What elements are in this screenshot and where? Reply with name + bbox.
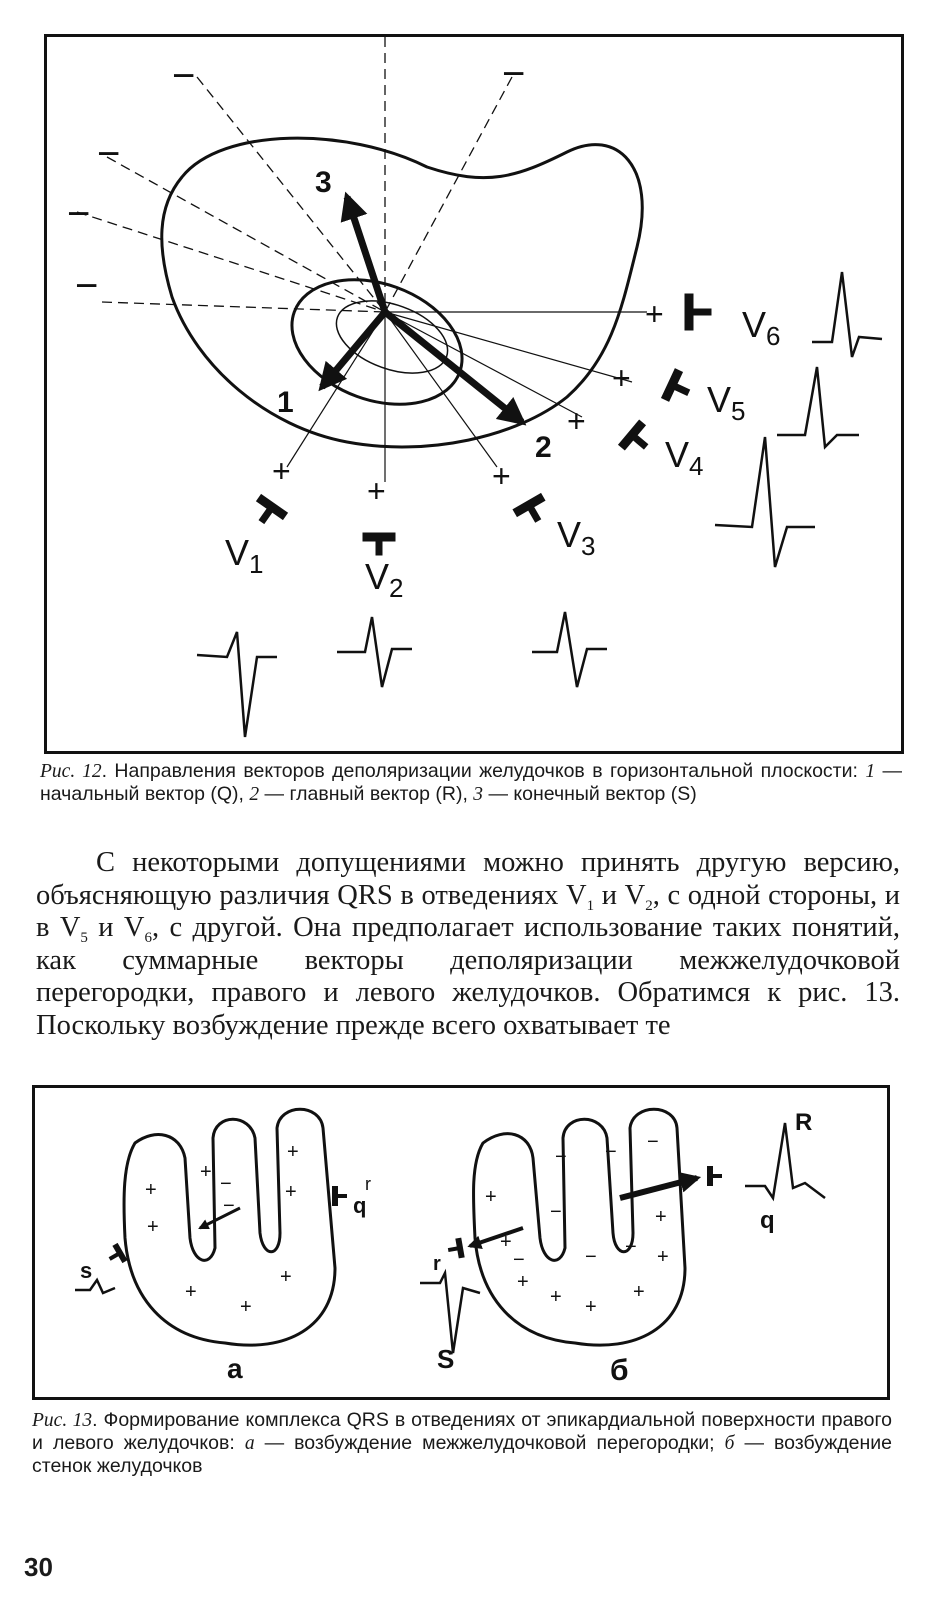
panel-b-right-ecg-trace xyxy=(745,1123,825,1198)
lead-label-v2: $V_2$ xyxy=(365,556,404,603)
heart-outline xyxy=(162,138,642,447)
caption-12-text: — начальный вектор (Q), xyxy=(40,760,903,805)
caption-12-text: . Направления векторов деполяризации желудочков в горизонтальной плоскости: xyxy=(101,760,866,782)
body-text-run: С некоторыми допущениями можно принять другую версию, объясняющую различия QRS в отведениях V xyxy=(36,847,900,911)
electrode-icon xyxy=(332,1186,347,1206)
caption-12-num: 2 xyxy=(249,784,260,805)
plus-sign: + xyxy=(517,1271,529,1293)
caption-12-text: — конечный вектор (S) xyxy=(483,783,697,805)
body-text-run: и V xyxy=(87,912,145,943)
vector-label-1: 1 xyxy=(277,386,294,419)
plus-sign: + xyxy=(612,360,631,396)
lead-label-v6: $V_6$ xyxy=(742,304,781,351)
lead-label-v1: $V_1$ xyxy=(225,532,264,579)
plus-sign: + xyxy=(633,1281,645,1303)
electrode-v2-icon xyxy=(363,533,395,555)
page-number: 30 xyxy=(24,1552,53,1582)
ecg-trace-v3 xyxy=(532,612,607,687)
electrode-icon xyxy=(446,1238,464,1260)
vector-1-arrow xyxy=(322,312,385,387)
panel-b-minus-signs xyxy=(513,1131,659,1271)
electrode-icon xyxy=(105,1243,128,1268)
figure-13-caption xyxy=(32,1409,892,1478)
minus-sign: − xyxy=(75,264,99,308)
figure-12 xyxy=(44,34,904,754)
subscript: 2 xyxy=(645,897,653,914)
lead-label-v5: $V_5$ xyxy=(707,379,746,426)
plus-sign: + xyxy=(492,458,511,494)
ecg-trace-v1 xyxy=(197,632,277,737)
plus-sign: + xyxy=(485,1186,497,1208)
figure-13 xyxy=(32,1085,890,1400)
septum-ring-inner xyxy=(327,287,458,387)
plus-sign: + xyxy=(657,1246,669,1268)
panel-b-left-vector-arrow xyxy=(470,1228,523,1246)
minus-sign: − xyxy=(220,1173,232,1195)
minus-sign: − xyxy=(513,1249,525,1271)
caption-13-a: а xyxy=(244,1433,255,1454)
plus-signs xyxy=(272,296,664,509)
minus-sign: − xyxy=(585,1246,597,1268)
vector-3-arrow xyxy=(347,197,385,312)
electrode-v3-icon xyxy=(513,494,552,529)
panel-a-plus-signs xyxy=(145,1141,299,1318)
minus-sign: − xyxy=(647,1131,659,1153)
panel-a-wave-q: q xyxy=(353,1193,367,1218)
minus-sign: − xyxy=(605,1141,617,1163)
plus-sign: + xyxy=(285,1181,297,1203)
vector-label-2: 2 xyxy=(535,431,552,464)
figure-13-drawing xyxy=(35,1088,887,1397)
plus-sign: + xyxy=(645,296,664,332)
electrode-v4-icon xyxy=(619,420,656,459)
panel-a-wave-r: r xyxy=(365,1174,371,1194)
vector-arrows xyxy=(322,197,522,422)
plus-sign: + xyxy=(585,1296,597,1318)
minus-sign: − xyxy=(550,1201,562,1223)
caption-13-text: — возбуждение стенок желудочков xyxy=(32,1432,893,1477)
plus-sign: + xyxy=(280,1266,292,1288)
caption-13-b: б xyxy=(724,1433,735,1454)
subscript: 1 xyxy=(586,897,595,914)
lead-label-v3: $V_3$ xyxy=(557,514,596,561)
panel-b-wave-R: R xyxy=(795,1109,813,1136)
caption-12-prefix: Рис. 12 xyxy=(40,761,102,782)
ecg-trace-v6 xyxy=(812,272,882,357)
panel-b-wave-q: q xyxy=(760,1207,775,1234)
plus-sign: + xyxy=(185,1281,197,1303)
plus-sign: + xyxy=(367,473,386,509)
plus-sign: + xyxy=(147,1216,159,1238)
subscript: 5 xyxy=(80,930,88,946)
minus-sign: − xyxy=(172,54,196,98)
plus-sign: + xyxy=(145,1179,157,1201)
lead-labels xyxy=(225,304,780,603)
plus-sign: + xyxy=(655,1206,667,1228)
electrode-icon xyxy=(707,1166,722,1186)
panel-a-minus-signs xyxy=(220,1173,235,1217)
plus-sign: + xyxy=(500,1231,512,1253)
minus-sign: − xyxy=(502,52,526,96)
plus-sign: + xyxy=(272,453,291,489)
caption-12-num: 3 xyxy=(473,784,484,805)
plus-sign: + xyxy=(567,403,586,439)
minus-sign: − xyxy=(97,132,121,176)
body-text-run: , с одной стороны, и в V xyxy=(36,879,900,943)
minus-sign: − xyxy=(67,192,91,236)
electrode-icons xyxy=(249,294,711,555)
body-paragraph xyxy=(36,847,900,1042)
ecg-trace-v2 xyxy=(337,617,412,687)
plus-sign: + xyxy=(240,1296,252,1318)
caption-13-text: — возбуждение межжелудочковой перегородки; xyxy=(254,1432,725,1454)
lead-axes-dashed xyxy=(77,37,512,317)
electrode-v6-icon xyxy=(685,294,711,330)
ecg-trace-v4 xyxy=(715,437,815,567)
subscript: 6 xyxy=(144,930,152,946)
figure-12-caption xyxy=(40,760,902,806)
caption-13-prefix: Рис. 13 xyxy=(32,1410,93,1431)
caption-12-num: 1 xyxy=(865,761,876,782)
plus-sign: + xyxy=(200,1161,212,1183)
caption-13-text: . Формирование комплекса QRS в отведениях от эпикардиальной поверхности правого и левого желудочков: xyxy=(32,1409,892,1454)
panel-b-wave-r-small: r xyxy=(433,1253,441,1275)
caption-12-text: — главный вектор (R), xyxy=(259,783,474,805)
minus-sign: − xyxy=(223,1195,235,1217)
figure-12-drawing xyxy=(47,37,901,751)
lead-label-v4: $V_4$ xyxy=(665,434,704,481)
plus-sign: + xyxy=(550,1286,562,1308)
panel-b-label: б xyxy=(610,1354,629,1387)
electrode-v5-icon xyxy=(662,369,695,407)
panel-b-wave-S: S xyxy=(437,1344,455,1374)
panel-a-label: а xyxy=(227,1353,243,1384)
panel-b-left-ecg-trace xyxy=(420,1273,480,1353)
panel-a-wave-s: s xyxy=(80,1258,93,1283)
electrode-v1-icon xyxy=(249,495,288,531)
ecg-trace-v5 xyxy=(777,367,859,447)
minus-sign: − xyxy=(625,1236,637,1258)
body-text-run: и V xyxy=(594,879,646,911)
plus-sign: + xyxy=(287,1141,299,1163)
body-text-run: , с другой. Она предполагает использование таких понятий, как суммарные векторы деполяризации межжелудочковой перегородки, правого и левого желудочков. Обратимся к рис. 13. Поскольку возбуждение прежде всего охватывает те xyxy=(36,912,900,1041)
vector-label-3: 3 xyxy=(315,166,332,199)
minus-sign: − xyxy=(555,1146,567,1168)
